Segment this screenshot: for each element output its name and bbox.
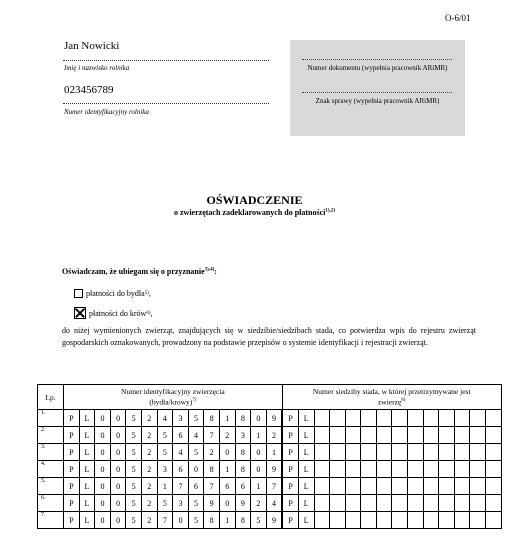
- animal-id-char-cell[interactable]: 6: [188, 478, 204, 495]
- case-number-label: Znak sprawy (wypełnia pracownik ARiMR): [315, 97, 440, 105]
- herd-id-char-cell[interactable]: [454, 495, 470, 512]
- animal-id-char-cell[interactable]: P: [64, 410, 80, 427]
- herd-id-char-cell[interactable]: [376, 478, 392, 495]
- animal-id-char-cell[interactable]: 6: [173, 461, 189, 478]
- herd-id-char-cell[interactable]: [423, 478, 439, 495]
- herd-id-char-cell[interactable]: [314, 410, 330, 427]
- herd-id-char-cell[interactable]: [454, 478, 470, 495]
- herd-id-char-cell[interactable]: [423, 410, 439, 427]
- herd-id-char-cell[interactable]: [439, 478, 455, 495]
- herd-id-char-cell[interactable]: [376, 427, 392, 444]
- row-lp: 3.: [38, 444, 64, 461]
- herd-id-char-cell[interactable]: [486, 461, 502, 478]
- animal-id-char-cell[interactable]: 0: [251, 461, 267, 478]
- herd-id-char-cell[interactable]: [314, 512, 330, 529]
- col-lp: Lp.: [38, 385, 64, 410]
- herd-id-char-cell[interactable]: [486, 495, 502, 512]
- farmer-id-label: Numer identyfikacyjny rolnika: [64, 108, 149, 116]
- herd-id-char-cell[interactable]: [486, 512, 502, 529]
- animal-id-char-cell[interactable]: 5: [126, 495, 142, 512]
- animal-id-char-cell[interactable]: 4: [188, 427, 204, 444]
- herd-id-char-cell[interactable]: L: [298, 461, 314, 478]
- option-cattle-label: płatności do bydła: [86, 289, 145, 298]
- herd-id-char-cell[interactable]: [345, 427, 361, 444]
- office-use-box: [290, 40, 465, 136]
- herd-id-char-cell[interactable]: [423, 444, 439, 461]
- herd-id-char-cell[interactable]: [361, 512, 377, 529]
- animal-id-char-cell[interactable]: 1: [157, 478, 173, 495]
- animal-id-char-cell[interactable]: 3: [173, 495, 189, 512]
- herd-id-char-cell[interactable]: [392, 410, 408, 427]
- herd-id-char-cell[interactable]: [423, 461, 439, 478]
- herd-id-char-cell[interactable]: [361, 410, 377, 427]
- herd-id-char-cell[interactable]: [470, 427, 486, 444]
- option-cattle-footnote: 5): [144, 291, 149, 296]
- herd-id-char-cell[interactable]: P: [282, 461, 298, 478]
- row-lp: 7.: [38, 512, 64, 529]
- table-row: [38, 444, 502, 461]
- herd-id-char-cell[interactable]: [408, 427, 424, 444]
- herd-id-char-cell[interactable]: [454, 444, 470, 461]
- animal-id-char-cell[interactable]: L: [79, 410, 95, 427]
- doc-number-line: [302, 59, 452, 60]
- animal-id-char-cell[interactable]: 2: [141, 427, 157, 444]
- table-row: [38, 512, 502, 529]
- animal-id-char-cell[interactable]: 2: [141, 512, 157, 529]
- herd-id-char-cell[interactable]: [454, 512, 470, 529]
- herd-id-char-cell[interactable]: [423, 495, 439, 512]
- herd-id-char-cell[interactable]: [408, 495, 424, 512]
- animal-id-char-cell[interactable]: 4: [266, 495, 282, 512]
- animal-id-char-cell[interactable]: 5: [188, 495, 204, 512]
- animal-id-char-cell[interactable]: 0: [95, 461, 111, 478]
- animal-id-char-cell[interactable]: 5: [251, 512, 267, 529]
- animal-id-char-cell[interactable]: 8: [204, 512, 220, 529]
- herd-id-char-cell[interactable]: [470, 478, 486, 495]
- document-title: OŚWIADCZENIE: [206, 193, 303, 207]
- animal-id-char-cell[interactable]: 1: [266, 444, 282, 461]
- declaration-line: Oświadczam, że ubiegam się o przyznanie$^{3),4)}$:: [62, 267, 217, 276]
- herd-id-char-cell[interactable]: [439, 410, 455, 427]
- declaration-footnote: 3),4): [204, 267, 215, 273]
- herd-id-char-cell[interactable]: [408, 444, 424, 461]
- animal-id-char-cell[interactable]: 6: [173, 427, 189, 444]
- herd-id-char-cell[interactable]: [361, 478, 377, 495]
- herd-id-char-cell[interactable]: L: [298, 444, 314, 461]
- herd-id-char-cell[interactable]: [314, 478, 330, 495]
- animal-id-char-cell[interactable]: 4: [173, 444, 189, 461]
- animal-id-char-cell[interactable]: L: [79, 495, 95, 512]
- herd-id-char-cell[interactable]: [408, 410, 424, 427]
- table-row: [38, 478, 502, 495]
- herd-id-char-cell[interactable]: [408, 478, 424, 495]
- herd-id-char-cell[interactable]: [376, 444, 392, 461]
- herd-id-char-cell[interactable]: L: [298, 410, 314, 427]
- animal-id-char-cell[interactable]: 9: [266, 410, 282, 427]
- animal-id-char-cell[interactable]: 5: [126, 427, 142, 444]
- animal-id-char-cell[interactable]: L: [79, 461, 95, 478]
- animal-id-char-cell[interactable]: P: [64, 512, 80, 529]
- animal-id-char-cell[interactable]: 6: [219, 478, 235, 495]
- herd-id-char-cell[interactable]: [439, 512, 455, 529]
- animal-table: [37, 384, 502, 529]
- farmer-name-line: [63, 60, 269, 61]
- animal-id-char-cell[interactable]: 8: [235, 444, 251, 461]
- herd-id-char-cell[interactable]: [392, 444, 408, 461]
- row-lp: 1.: [38, 410, 64, 427]
- herd-id-char-cell[interactable]: [392, 512, 408, 529]
- herd-id-char-cell[interactable]: [314, 444, 330, 461]
- animal-id-char-cell[interactable]: 2: [251, 495, 267, 512]
- row-lp: 5.: [38, 478, 64, 495]
- herd-id-char-cell[interactable]: [330, 512, 346, 529]
- animal-id-char-cell[interactable]: 7: [157, 512, 173, 529]
- form-code: O-6/01: [445, 13, 471, 23]
- herd-id-char-cell[interactable]: [439, 495, 455, 512]
- herd-id-char-cell[interactable]: [314, 427, 330, 444]
- herd-id-char-cell[interactable]: [330, 495, 346, 512]
- table-row: [38, 410, 502, 427]
- animal-id-char-cell[interactable]: P: [64, 478, 80, 495]
- herd-id-char-cell[interactable]: [470, 512, 486, 529]
- animal-id-char-cell[interactable]: L: [79, 478, 95, 495]
- animal-id-char-cell[interactable]: 5: [157, 427, 173, 444]
- herd-id-char-cell[interactable]: P: [282, 427, 298, 444]
- animal-id-char-cell[interactable]: 2: [141, 461, 157, 478]
- cattle-checkbox[interactable]: [74, 289, 83, 298]
- herd-id-char-cell[interactable]: L: [298, 478, 314, 495]
- animal-id-char-cell[interactable]: 0: [95, 427, 111, 444]
- option-cattle-suffix: ,: [148, 289, 151, 298]
- animal-id-char-cell[interactable]: 1: [251, 427, 267, 444]
- farmer-id: 023456789: [64, 84, 114, 96]
- animal-id-char-cell[interactable]: 9: [235, 495, 251, 512]
- animal-id-char-cell[interactable]: 0: [110, 512, 126, 529]
- table-row: [38, 427, 502, 444]
- animal-id-char-cell[interactable]: 3: [157, 461, 173, 478]
- herd-id-char-cell[interactable]: [486, 427, 502, 444]
- option-cows-payment[interactable]: [74, 307, 153, 319]
- animal-id-char-cell[interactable]: P: [64, 461, 80, 478]
- herd-id-char-cell[interactable]: [392, 495, 408, 512]
- option-cows-label: płatności do krów: [89, 308, 147, 318]
- animal-id-char-cell[interactable]: 0: [95, 410, 111, 427]
- herd-id-char-cell[interactable]: [376, 461, 392, 478]
- animal-id-char-cell[interactable]: 7: [173, 478, 189, 495]
- col-herd-id-text: Numer siedziby stada, w której przetrzymywane jest: [312, 387, 471, 397]
- declaration-paragraph: do niżej wymienionych zwierząt, znajdujących się w siedzibie/siedzibach stada, co potwierdza wpis do rejestru zwierząt gospodarskich oznakowanych, prowadzony na podstawie przepisów o systemie identyfikacji i rejestracji zwierząt.: [62, 326, 476, 347]
- herd-id-char-cell[interactable]: [470, 444, 486, 461]
- table-row: [38, 495, 502, 512]
- animal-id-char-cell[interactable]: 2: [141, 478, 157, 495]
- table-header-row: [38, 385, 502, 410]
- animal-id-char-cell[interactable]: 0: [95, 512, 111, 529]
- herd-id-char-cell[interactable]: L: [298, 495, 314, 512]
- herd-id-char-cell[interactable]: [345, 512, 361, 529]
- herd-id-char-cell[interactable]: [345, 461, 361, 478]
- herd-id-char-cell[interactable]: [486, 478, 502, 495]
- doc-number-label: Numer dokumentu (wypełnia pracownik ARiMR): [307, 64, 448, 72]
- herd-id-char-cell[interactable]: [330, 478, 346, 495]
- herd-id-char-cell[interactable]: [423, 512, 439, 529]
- row-lp: 6.: [38, 495, 64, 512]
- herd-id-char-cell[interactable]: [470, 461, 486, 478]
- document-subtitle: [0, 208, 509, 217]
- table-body: [38, 410, 502, 529]
- animal-id-char-cell[interactable]: 0: [110, 444, 126, 461]
- animal-id-char-cell[interactable]: 5: [157, 495, 173, 512]
- animal-id-char-cell[interactable]: 3: [235, 427, 251, 444]
- animal-id-char-cell[interactable]: L: [79, 512, 95, 529]
- herd-id-char-cell[interactable]: [345, 495, 361, 512]
- herd-id-char-cell[interactable]: L: [298, 427, 314, 444]
- animal-id-char-cell[interactable]: 0: [95, 495, 111, 512]
- case-number-line: [302, 92, 452, 93]
- row-lp: 2.: [38, 427, 64, 444]
- animal-id-char-cell[interactable]: 7: [204, 478, 220, 495]
- animal-id-char-cell[interactable]: P: [64, 444, 80, 461]
- animal-id-char-cell[interactable]: 1: [251, 478, 267, 495]
- animal-id-char-cell[interactable]: 9: [266, 461, 282, 478]
- animal-id-char-cell[interactable]: 8: [235, 461, 251, 478]
- herd-id-char-cell[interactable]: [423, 427, 439, 444]
- herd-id-char-cell[interactable]: [408, 461, 424, 478]
- subtitle-footnote: 1),2): [325, 208, 335, 214]
- herd-id-char-cell[interactable]: [454, 427, 470, 444]
- herd-id-char-cell[interactable]: [376, 495, 392, 512]
- animal-id-char-cell[interactable]: 0: [110, 478, 126, 495]
- herd-id-char-cell[interactable]: [330, 461, 346, 478]
- animal-id-char-cell[interactable]: 2: [219, 427, 235, 444]
- herd-id-char-cell[interactable]: [392, 461, 408, 478]
- animal-id-char-cell[interactable]: 6: [235, 478, 251, 495]
- herd-id-char-cell[interactable]: L: [298, 512, 314, 529]
- animal-id-char-cell[interactable]: 7: [266, 478, 282, 495]
- animal-id-char-cell[interactable]: 0: [110, 495, 126, 512]
- herd-id-char-cell[interactable]: [408, 512, 424, 529]
- herd-id-char-cell[interactable]: [314, 461, 330, 478]
- animal-id-char-cell[interactable]: 5: [126, 512, 142, 529]
- animal-id-char-cell[interactable]: 9: [266, 512, 282, 529]
- herd-id-char-cell[interactable]: P: [282, 478, 298, 495]
- animal-id-char-cell[interactable]: 0: [219, 495, 235, 512]
- row-lp: 4.: [38, 461, 64, 478]
- animal-id-char-cell[interactable]: 1: [219, 461, 235, 478]
- animal-id-char-cell[interactable]: 0: [95, 478, 111, 495]
- animal-id-char-cell[interactable]: P: [64, 495, 80, 512]
- col-animal-id-footnote: 7): [192, 398, 197, 404]
- animal-id-char-cell[interactable]: 5: [188, 410, 204, 427]
- animal-id-char-cell[interactable]: 2: [141, 495, 157, 512]
- herd-id-char-cell[interactable]: [392, 478, 408, 495]
- animal-id-char-cell[interactable]: 5: [188, 512, 204, 529]
- herd-id-char-cell[interactable]: [376, 512, 392, 529]
- animal-id-char-cell[interactable]: 7: [204, 427, 220, 444]
- animal-id-char-cell[interactable]: 2: [141, 444, 157, 461]
- herd-id-char-cell[interactable]: P: [282, 512, 298, 529]
- animal-id-char-cell[interactable]: 1: [219, 512, 235, 529]
- animal-id-char-cell[interactable]: 2: [204, 444, 220, 461]
- farmer-name: Jan Nowicki: [64, 40, 120, 52]
- table-row: [38, 461, 502, 478]
- herd-id-char-cell[interactable]: [439, 427, 455, 444]
- animal-id-char-cell[interactable]: 3: [173, 410, 189, 427]
- animal-id-char-cell[interactable]: 0: [251, 410, 267, 427]
- herd-id-char-cell[interactable]: [314, 495, 330, 512]
- option-cattle-payment[interactable]: [74, 289, 151, 298]
- herd-id-char-cell[interactable]: [470, 410, 486, 427]
- herd-id-char-cell[interactable]: P: [282, 410, 298, 427]
- herd-id-char-cell[interactable]: [454, 461, 470, 478]
- herd-id-char-cell[interactable]: [361, 427, 377, 444]
- farmer-name-label: Imię i nazwisko rolnika: [64, 64, 130, 72]
- animal-id-char-cell[interactable]: 9: [204, 495, 220, 512]
- animal-id-char-cell[interactable]: 5: [126, 444, 142, 461]
- herd-id-char-cell[interactable]: [392, 427, 408, 444]
- herd-id-char-cell[interactable]: [486, 444, 502, 461]
- herd-id-char-cell[interactable]: [439, 461, 455, 478]
- animal-id-char-cell[interactable]: 8: [204, 410, 220, 427]
- animal-id-char-cell[interactable]: 5: [188, 444, 204, 461]
- declaration-text: Oświadczam, że ubiegam się o przyznanie: [62, 267, 205, 276]
- herd-id-char-cell[interactable]: [376, 410, 392, 427]
- herd-id-char-cell[interactable]: P: [282, 495, 298, 512]
- farmer-id-line: [63, 103, 269, 104]
- animal-id-char-cell[interactable]: 8: [235, 410, 251, 427]
- herd-id-char-cell[interactable]: [454, 410, 470, 427]
- animal-id-char-cell[interactable]: 5: [157, 444, 173, 461]
- animal-id-char-cell[interactable]: 0: [110, 427, 126, 444]
- animal-id-char-cell[interactable]: 0: [219, 444, 235, 461]
- animal-id-char-cell[interactable]: 0: [251, 444, 267, 461]
- animal-id-char-cell[interactable]: 4: [157, 410, 173, 427]
- col-herd-id-footnote: 8): [401, 398, 406, 404]
- animal-id-char-cell[interactable]: 2: [141, 410, 157, 427]
- animal-id-char-cell[interactable]: 0: [188, 461, 204, 478]
- animal-id-char-cell[interactable]: 0: [173, 512, 189, 529]
- animal-id-char-cell[interactable]: 8: [204, 461, 220, 478]
- col-animal-id-text: Numer identyfikacyjny zwierzęcia: [121, 387, 225, 397]
- col-herd-id: [282, 385, 501, 410]
- cows-checkbox-checked[interactable]: [74, 307, 86, 319]
- herd-id-char-cell[interactable]: [345, 444, 361, 461]
- animal-id-char-cell[interactable]: 0: [110, 461, 126, 478]
- animal-id-char-cell[interactable]: 5: [126, 461, 142, 478]
- herd-id-char-cell[interactable]: [361, 495, 377, 512]
- herd-id-char-cell[interactable]: [330, 427, 346, 444]
- herd-id-char-cell[interactable]: [361, 444, 377, 461]
- herd-id-char-cell[interactable]: [330, 410, 346, 427]
- herd-id-char-cell[interactable]: [361, 461, 377, 478]
- animal-id-char-cell[interactable]: 8: [235, 512, 251, 529]
- animal-id-char-cell[interactable]: P: [64, 427, 80, 444]
- col-herd-id-text2: zwierzę: [377, 397, 402, 407]
- animal-id-char-cell[interactable]: L: [79, 427, 95, 444]
- animal-id-char-cell[interactable]: 5: [126, 410, 142, 427]
- animal-id-char-cell[interactable]: 2: [266, 427, 282, 444]
- herd-id-char-cell[interactable]: [345, 410, 361, 427]
- col-animal-id-text2: (bydła/krowy): [149, 397, 193, 407]
- subtitle-text: o zwierzętach zadeklarowanych do płatności: [174, 208, 326, 217]
- herd-id-char-cell[interactable]: [470, 495, 486, 512]
- animal-id-char-cell[interactable]: 0: [110, 410, 126, 427]
- herd-id-char-cell[interactable]: [345, 478, 361, 495]
- herd-id-char-cell[interactable]: [486, 410, 502, 427]
- animal-id-char-cell[interactable]: 1: [219, 410, 235, 427]
- option-cows-footnote: 6): [146, 310, 151, 316]
- animal-id-char-cell[interactable]: 5: [126, 478, 142, 495]
- animal-id-char-cell[interactable]: 0: [95, 444, 111, 461]
- col-animal-id: [64, 385, 283, 410]
- herd-id-char-cell[interactable]: P: [282, 444, 298, 461]
- option-cows-suffix: ,: [150, 308, 153, 318]
- herd-id-char-cell[interactable]: [439, 444, 455, 461]
- herd-id-char-cell[interactable]: [330, 444, 346, 461]
- animal-id-char-cell[interactable]: L: [79, 444, 95, 461]
